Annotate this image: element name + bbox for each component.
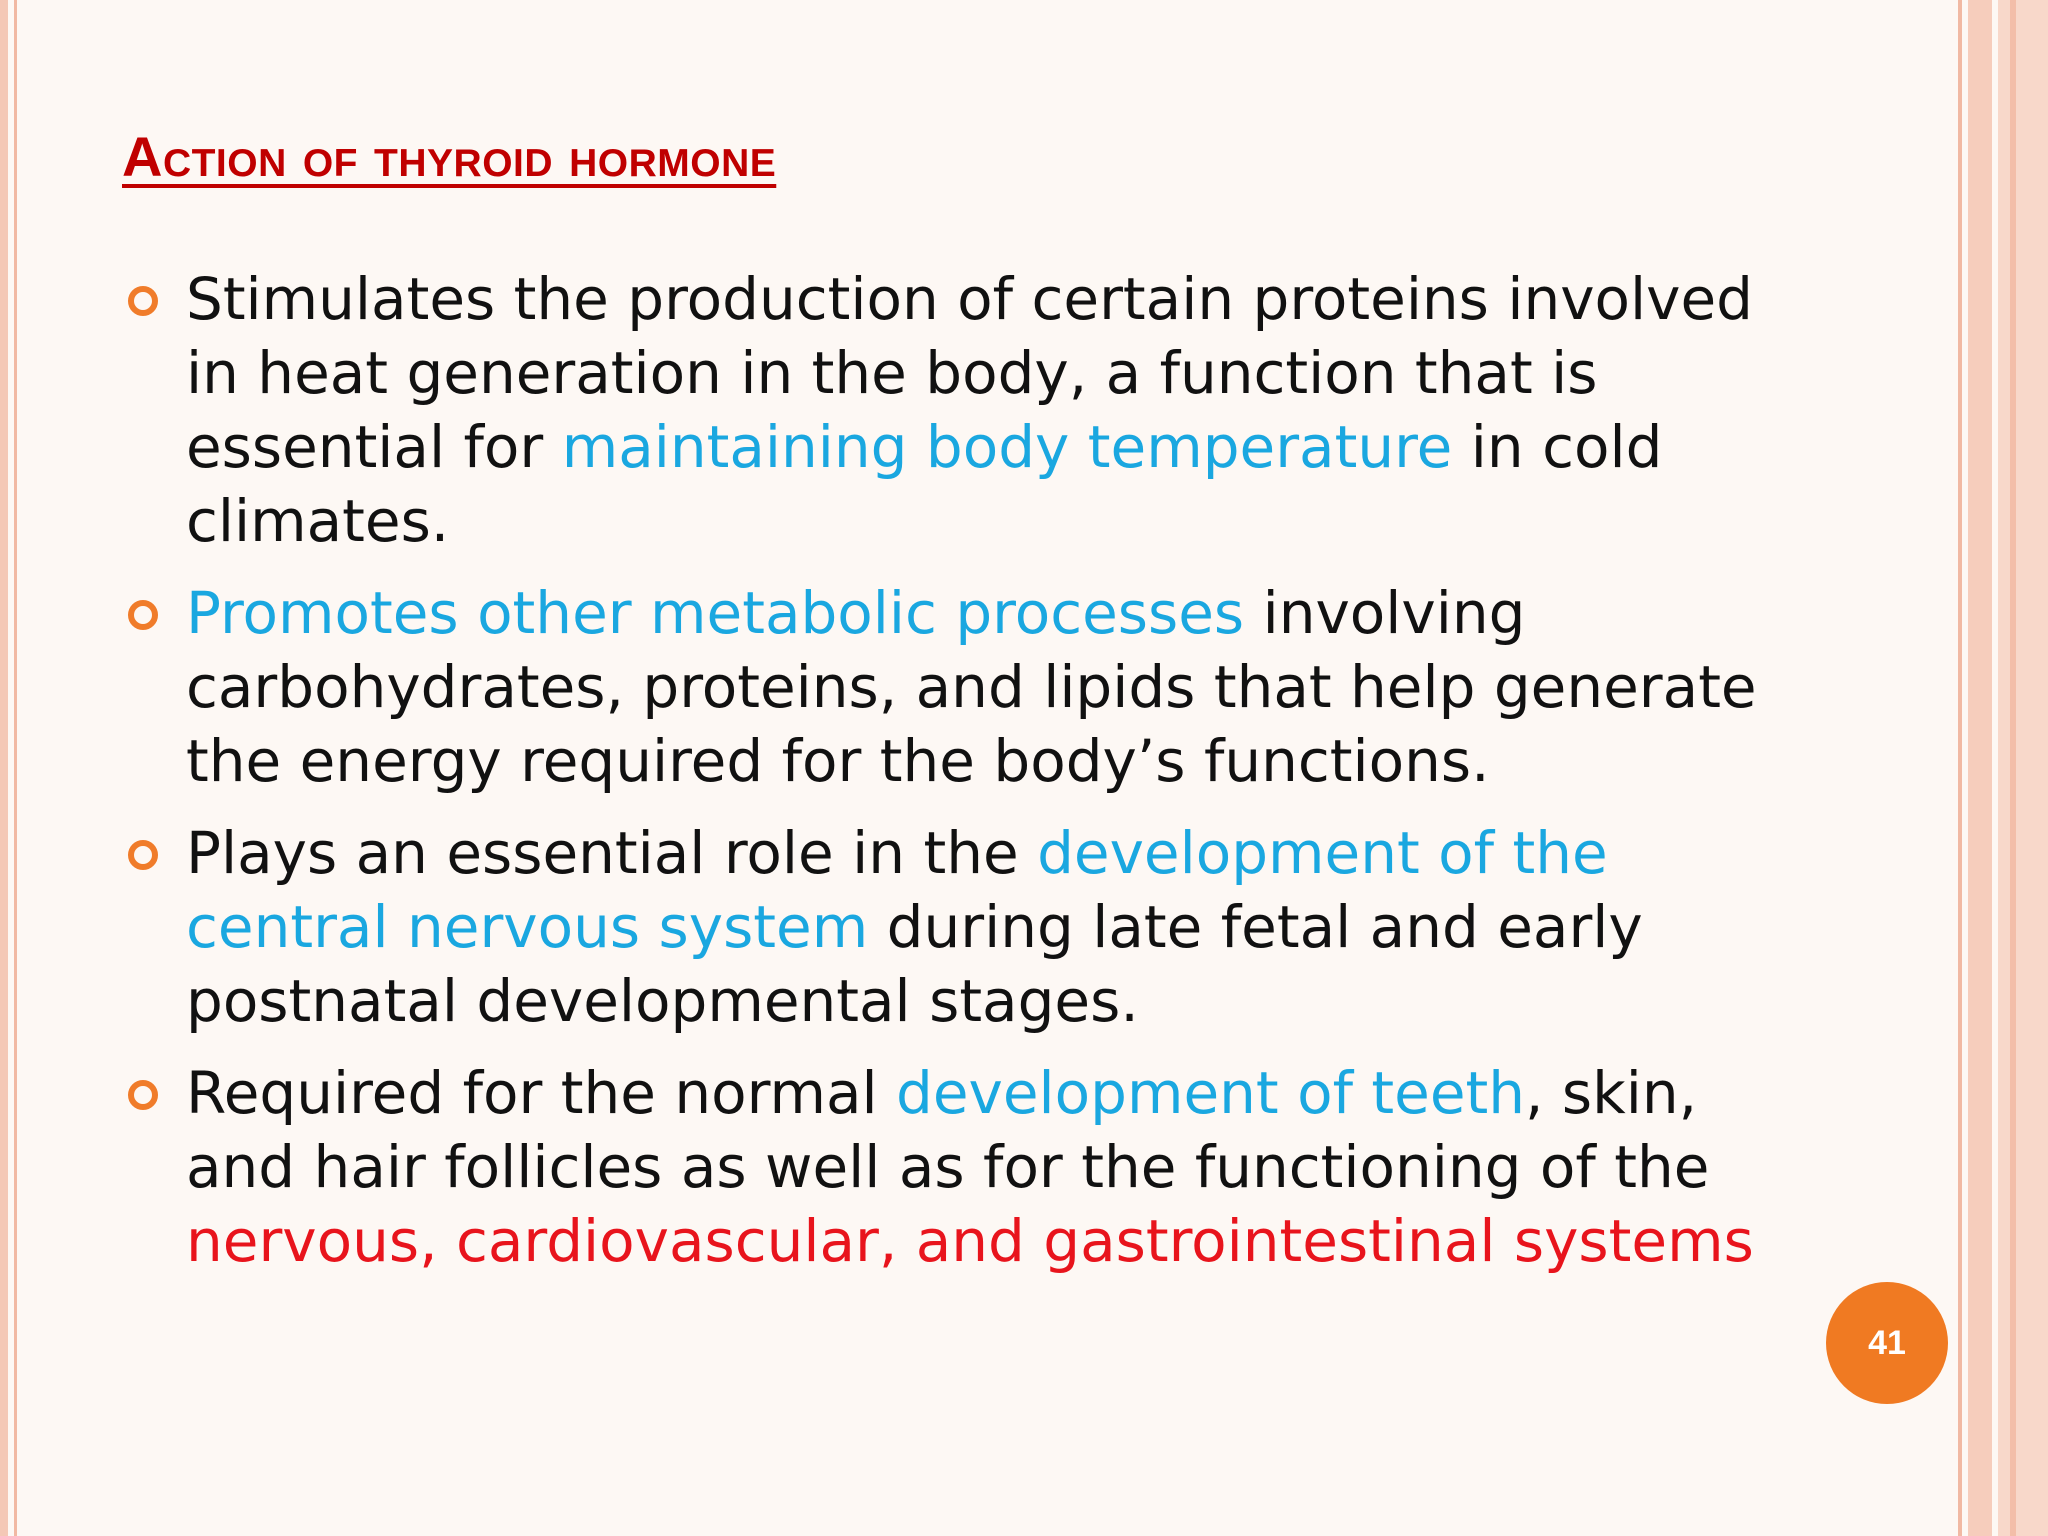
slide-title: Action of thyroid hormone [122, 125, 777, 188]
hollow-circle-bullet-icon [128, 1080, 158, 1110]
bullet-highlight-red: nervous, cardiovascular, and gastrointestinal systems [186, 1207, 1754, 1275]
bullet-item-nervous-system-development [122, 816, 1762, 1038]
bullet-item-metabolic-processes [122, 576, 1762, 798]
bullet-text: Required for the normal [186, 1059, 897, 1127]
right-decorative-stripe-thin [1958, 0, 1962, 1536]
bullet-highlight: development of the central nervous system [186, 819, 1608, 961]
bullet-text: , skin, and hair follicles as well as for the functioning of the [186, 1059, 1710, 1201]
bullet-highlight: maintaining body temperature [561, 413, 1453, 481]
bullet-text: during late fetal and early postnatal developmental stages. [186, 893, 1643, 1035]
bullet-item-heat-generation [122, 262, 1762, 558]
bullet-item-teeth-skin-hair [122, 1056, 1762, 1278]
right-decorative-stripe-inner [2010, 0, 2016, 1536]
hollow-circle-bullet-icon [128, 286, 158, 316]
bullet-highlight: Promotes other metabolic processes [186, 579, 1245, 647]
hollow-circle-bullet-icon [128, 600, 158, 630]
right-decorative-stripe [1968, 0, 1992, 1536]
bullet-text: Stimulates the production of certain proteins involved in heat generation in the body, a function that is essential for [186, 265, 1753, 481]
bullet-highlight: development of teeth [896, 1059, 1526, 1127]
right-decorative-band [1998, 0, 2048, 1536]
bullet-text: Plays an essential role in the [186, 819, 1038, 887]
left-decorative-stripe [0, 0, 8, 1536]
hollow-circle-bullet-icon [128, 840, 158, 870]
bullet-list [122, 262, 1762, 1296]
page-number-badge: 41 [1826, 1282, 1948, 1404]
bullet-text: in cold climates. [186, 413, 1663, 555]
left-decorative-stripe-thin [14, 0, 17, 1536]
bullet-text: involving carbohydrates, proteins, and lipids that help generate the energy required for the body’s functions. [186, 579, 1757, 795]
